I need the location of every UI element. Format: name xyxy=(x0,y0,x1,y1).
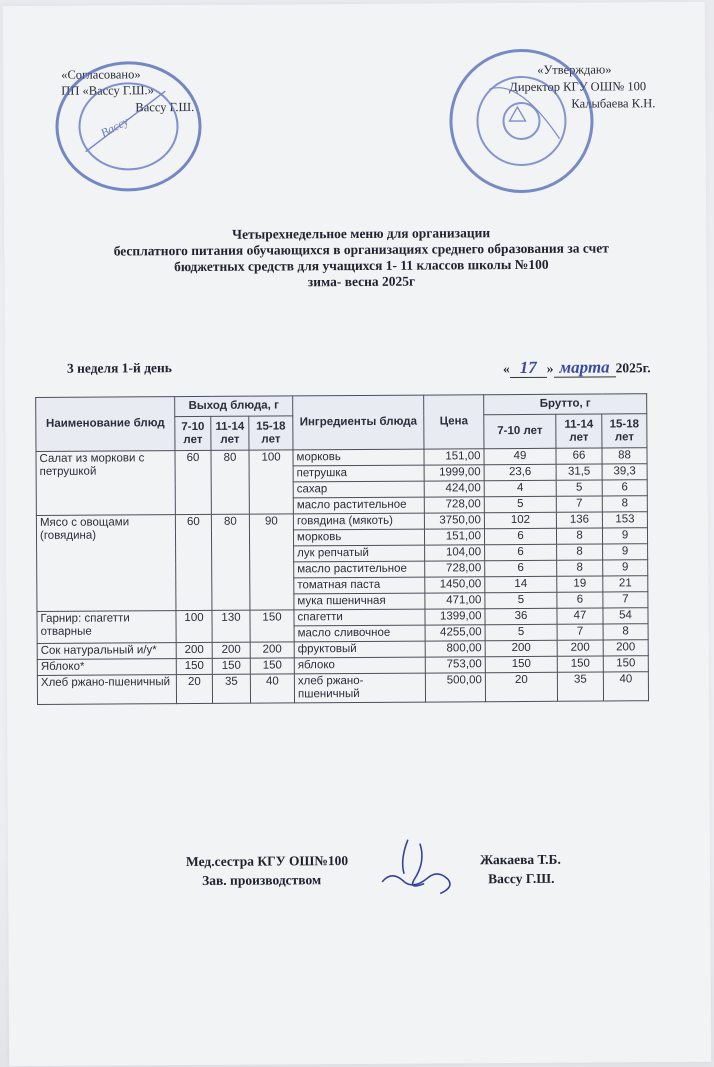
gross-age-3: 9 xyxy=(603,560,648,576)
approval-right-title: «Утверждаю» xyxy=(537,62,612,77)
gross-age-2: 8 xyxy=(557,560,603,576)
dish-output-age-2: 130 xyxy=(212,610,250,642)
ingredient-name: масло растительное xyxy=(293,497,424,514)
gross-age-3: 200 xyxy=(603,640,648,656)
dish-output-age-1: 100 xyxy=(176,610,212,642)
ingredient-price: 728,00 xyxy=(425,561,485,577)
gross-age-1: 5 xyxy=(484,496,556,512)
stamp-left xyxy=(55,61,202,192)
gross-age-1: 200 xyxy=(485,640,557,656)
gross-age-3: 39,3 xyxy=(602,464,647,480)
gross-age-2: 200 xyxy=(557,640,603,656)
date-close-quote: » xyxy=(546,360,554,376)
approval-left-title: «Согласовано» xyxy=(61,67,141,82)
gross-age-2: 35 xyxy=(557,672,603,701)
ingredient-name: мука пшеничная xyxy=(294,593,425,610)
document-title xyxy=(4,224,714,292)
gross-age-3: 8 xyxy=(602,496,647,512)
document-date xyxy=(503,357,651,378)
dish-output-age-3: 150 xyxy=(250,610,294,642)
ingredient-price: 800,00 xyxy=(425,641,485,657)
gross-age-2: 8 xyxy=(557,544,603,560)
signature-graphic xyxy=(368,829,468,910)
gross-age-2: 19 xyxy=(557,576,603,592)
dish-name: Сок натуральный и/у* xyxy=(37,643,176,660)
dish-output-age-3: 40 xyxy=(250,674,294,703)
ingredient-name: спагетти xyxy=(294,609,425,626)
table-body xyxy=(36,448,649,705)
ingredient-price: 104,00 xyxy=(425,545,485,561)
dish-output-age-2: 200 xyxy=(212,642,250,658)
ingredient-name: масло сливочное xyxy=(294,625,425,642)
header-out-age-3: 15-18 лет xyxy=(249,416,293,450)
ingredient-price: 471,00 xyxy=(425,593,485,609)
dish-output-age-1: 60 xyxy=(175,514,212,610)
title-line-4: зима- весна 2025г xyxy=(307,273,416,290)
dish-output-age-3: 150 xyxy=(250,658,294,674)
gross-age-3: 6 xyxy=(602,480,647,496)
gross-age-1: 6 xyxy=(485,560,557,576)
gross-age-1: 14 xyxy=(485,576,557,592)
header-out-age-2: 11-14 лет xyxy=(211,416,249,450)
footer-nurse-role: Мед.сестра КГУ ОШ№100 xyxy=(185,853,349,870)
gross-age-2: 6 xyxy=(557,592,603,608)
gross-age-1: 20 xyxy=(485,672,557,701)
gross-age-3: 21 xyxy=(603,576,648,592)
gross-age-3: 8 xyxy=(603,624,648,640)
header-ingredients: Ингредиенты блюда xyxy=(293,395,424,450)
ingredient-price: 1999,00 xyxy=(424,465,484,481)
approval-left-name: Вассу Г.Ш. xyxy=(135,99,195,115)
header-gross-age-2: 11-14 лет xyxy=(556,414,602,448)
ingredient-price: 753,00 xyxy=(425,657,485,673)
ingredient-price: 4255,00 xyxy=(425,625,485,641)
document-page xyxy=(3,2,711,1066)
ingredient-price: 151,00 xyxy=(424,529,484,545)
ingredient-price: 500,00 xyxy=(425,673,485,702)
dish-output-age-2: 35 xyxy=(212,674,250,703)
week-day-label: 3 неделя 1-й день xyxy=(66,360,172,376)
dish-output-age-1: 200 xyxy=(176,642,212,658)
gross-age-3: 9 xyxy=(602,528,647,544)
ingredient-name: хлеб ржано-пшеничный xyxy=(294,673,425,703)
ingredient-price: 151,00 xyxy=(424,449,484,465)
dish-output-age-3: 90 xyxy=(249,514,294,610)
dish-output-age-2: 150 xyxy=(212,658,250,674)
title-line-1: Четырехнедельное меню для организации xyxy=(232,225,491,242)
gross-age-3: 40 xyxy=(603,672,648,701)
dish-output-age-3: 200 xyxy=(250,642,294,658)
ingredient-price: 1399,00 xyxy=(425,609,485,625)
gross-age-2: 31,5 xyxy=(556,464,602,480)
approval-left-org: ПП «Вассу Г.Ш.» xyxy=(61,83,154,98)
dish-output-age-1: 150 xyxy=(176,658,212,674)
header-gross-age-3: 15-18 лет xyxy=(602,414,647,448)
gross-age-3: 54 xyxy=(603,608,648,624)
gross-age-2: 7 xyxy=(556,496,602,512)
ingredient-name: лук репчатый xyxy=(294,545,425,562)
gross-age-1: 150 xyxy=(485,656,557,672)
gross-age-2: 8 xyxy=(556,528,602,544)
gross-age-1: 4 xyxy=(484,480,556,496)
gross-age-1: 5 xyxy=(485,624,557,640)
footer-prod-role: Зав. производством xyxy=(202,872,322,888)
date-month: марта xyxy=(553,357,615,377)
gross-age-3: 9 xyxy=(603,544,648,560)
table-header xyxy=(36,394,647,452)
gross-age-1: 6 xyxy=(484,528,556,544)
gross-age-2: 47 xyxy=(557,608,603,624)
gross-age-3: 153 xyxy=(602,512,647,528)
date-year: 2025г. xyxy=(615,360,651,376)
dish-output-age-1: 20 xyxy=(176,674,212,703)
svg-text:Вассу: Вассу xyxy=(98,113,131,141)
approval-right-name: Калыбаева К.Н. xyxy=(571,96,656,111)
gross-age-2: 66 xyxy=(556,448,602,464)
dish-name: Салат из моркови с петрушкой xyxy=(36,451,175,516)
ingredient-name: петрушка xyxy=(293,465,424,482)
date-day: 17 xyxy=(510,358,547,378)
header-gross-age-1: 7-10 лет xyxy=(484,414,556,448)
ingredient-name: говядина (мякоть) xyxy=(293,513,424,530)
table-row xyxy=(37,672,648,705)
dish-output-age-2: 80 xyxy=(211,514,250,610)
gross-age-1: 49 xyxy=(484,448,556,464)
ingredient-price: 424,00 xyxy=(424,481,484,497)
menu-table xyxy=(35,393,649,705)
footer-nurse-name: Жакаева Т.Б. xyxy=(479,851,561,868)
gross-age-3: 88 xyxy=(602,448,647,464)
dish-output-age-3: 100 xyxy=(249,450,293,514)
gross-age-2: 150 xyxy=(557,656,603,672)
gross-age-1: 36 xyxy=(485,608,557,624)
ingredient-price: 1450,00 xyxy=(425,577,485,593)
header-output: Выход блюда, г xyxy=(175,396,293,417)
ingredient-name: яблоко xyxy=(294,657,425,674)
gross-age-2: 136 xyxy=(556,512,602,528)
date-open-quote: « xyxy=(502,361,510,377)
ingredient-price: 3750,00 xyxy=(424,513,484,529)
ingredient-name: сахар xyxy=(293,481,424,498)
ingredient-name: фруктовый xyxy=(294,641,425,658)
ingredient-name: томатная паста xyxy=(294,577,425,594)
ingredient-name: масло растительное xyxy=(294,561,425,578)
ingredient-name: морковь xyxy=(293,449,424,466)
ingredient-price: 728,00 xyxy=(424,497,484,513)
title-line-3: бюджетных средств для учащихся 1- 11 классов школы №100 xyxy=(174,256,549,275)
title-line-2: бесплатного питания обучающихся в организациях среднего образования за счет xyxy=(113,240,609,259)
header-dish: Наименование блюд xyxy=(36,397,175,452)
gross-age-2: 5 xyxy=(556,480,602,496)
gross-age-3: 150 xyxy=(603,656,648,672)
gross-age-1: 23,6 xyxy=(484,464,556,480)
ingredient-name: морковь xyxy=(293,529,424,546)
gross-age-2: 7 xyxy=(557,624,603,640)
dish-name: Хлеб ржано-пшеничный xyxy=(37,675,176,705)
dish-name: Гарнир: спагетти отварные xyxy=(37,611,176,644)
dish-output-age-2: 80 xyxy=(211,450,249,514)
approval-right-org: Директор КГУ ОШ№ 100 xyxy=(509,79,647,95)
gross-age-1: 102 xyxy=(484,512,556,528)
dish-output-age-1: 60 xyxy=(175,450,211,514)
gross-age-1: 6 xyxy=(485,544,557,560)
footer-prod-name: Вассу Г.Ш. xyxy=(488,870,555,887)
stamp-right xyxy=(449,49,594,194)
header-out-age-1: 7-10 лет xyxy=(175,416,211,450)
dish-name: Мясо с овощами (говядина) xyxy=(36,515,176,612)
gross-age-3: 7 xyxy=(603,592,648,608)
header-price: Цена xyxy=(424,395,484,449)
dish-name: Яблоко* xyxy=(37,659,176,676)
gross-age-1: 5 xyxy=(485,592,557,608)
header-gross: Брутто, г xyxy=(484,394,647,415)
